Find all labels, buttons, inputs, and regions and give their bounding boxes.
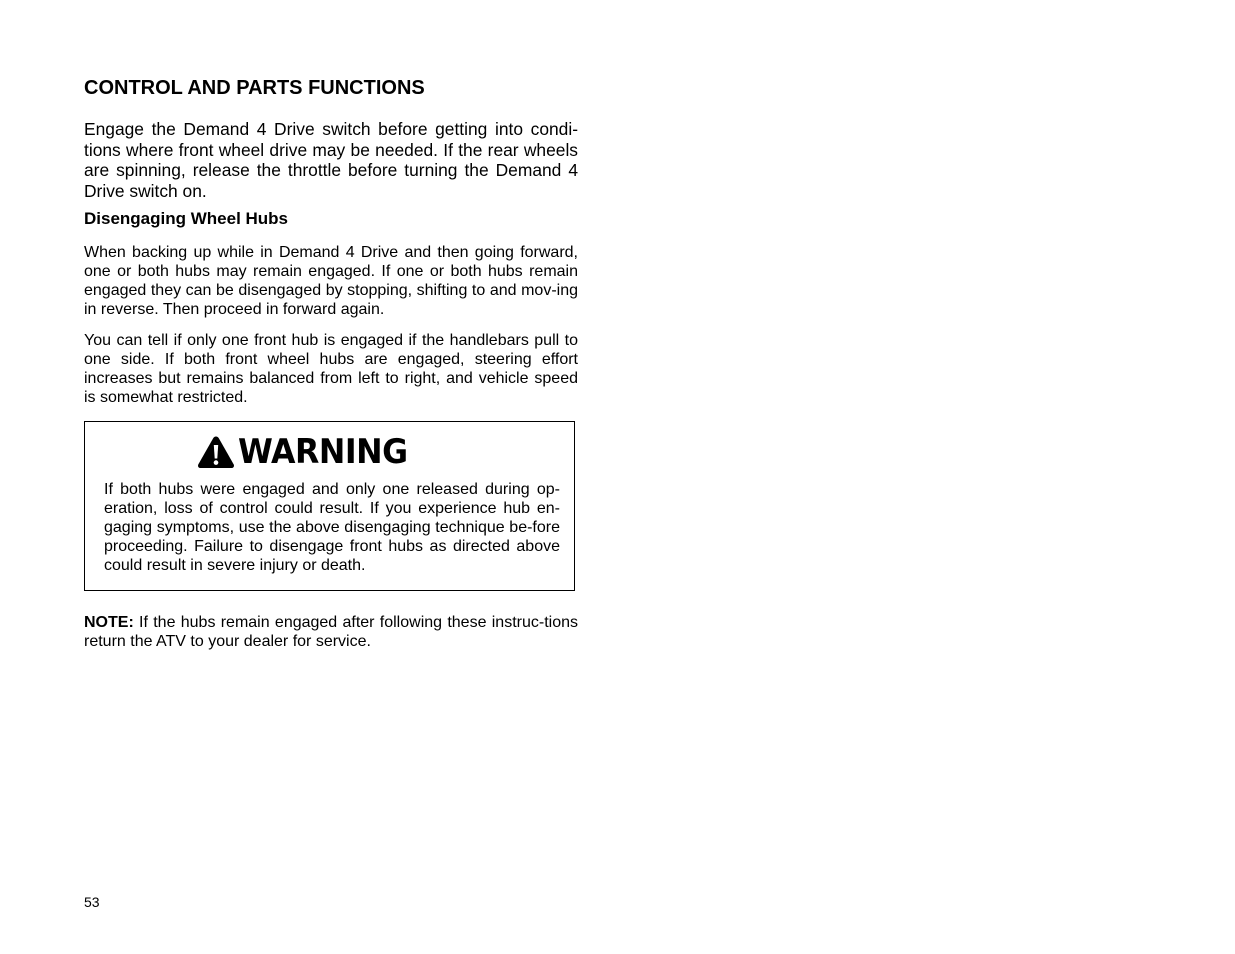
warning-header (197, 434, 420, 470)
intro-paragraph: Engage the Demand 4 Drive switch before getting into condi-tions where front wheel drive may be needed. If the rear wheels are spinning, release the throttle before turning the Demand 4 Drive switch on. (84, 119, 578, 201)
warning-title: WARNING (238, 432, 408, 472)
subheading: Disengaging Wheel Hubs (84, 209, 289, 228)
warning-text: If both hubs were engaged and only one released during op-eration, loss of control could result. If you experience hub en-gaging symptoms, use the above disengaging technique be-fore proceeding. Failure to disengage front hubs as directed above could result in severe injury or death. (104, 481, 560, 574)
note-paragraph (84, 614, 578, 652)
paragraph-handlebars: You can tell if only one front hub is engaged if the handlebars pull to one side. If both front wheel hubs are engaged, steering effort increases but remains balanced from left to right, and vehicle speed is somewhat restricted. (84, 332, 578, 406)
paragraph-backing-up: When backing up while in Demand 4 Drive and then going forward, one or both hubs may remain engaged. If one or both hubs remain engaged they can be disengaged by stopping, shifting to and mov-ing in reverse. Then proceed in forward again. (84, 244, 578, 318)
warning-triangle-icon (197, 435, 235, 469)
page-number: 53 (84, 894, 100, 910)
warning-box (84, 421, 575, 591)
note-text: If the hubs remain engaged after following these instruc-tions return the ATV to your dealer for service. (84, 614, 578, 650)
note-label: NOTE: (84, 614, 134, 631)
section-title: CONTROL AND PARTS FUNCTIONS (84, 77, 425, 99)
